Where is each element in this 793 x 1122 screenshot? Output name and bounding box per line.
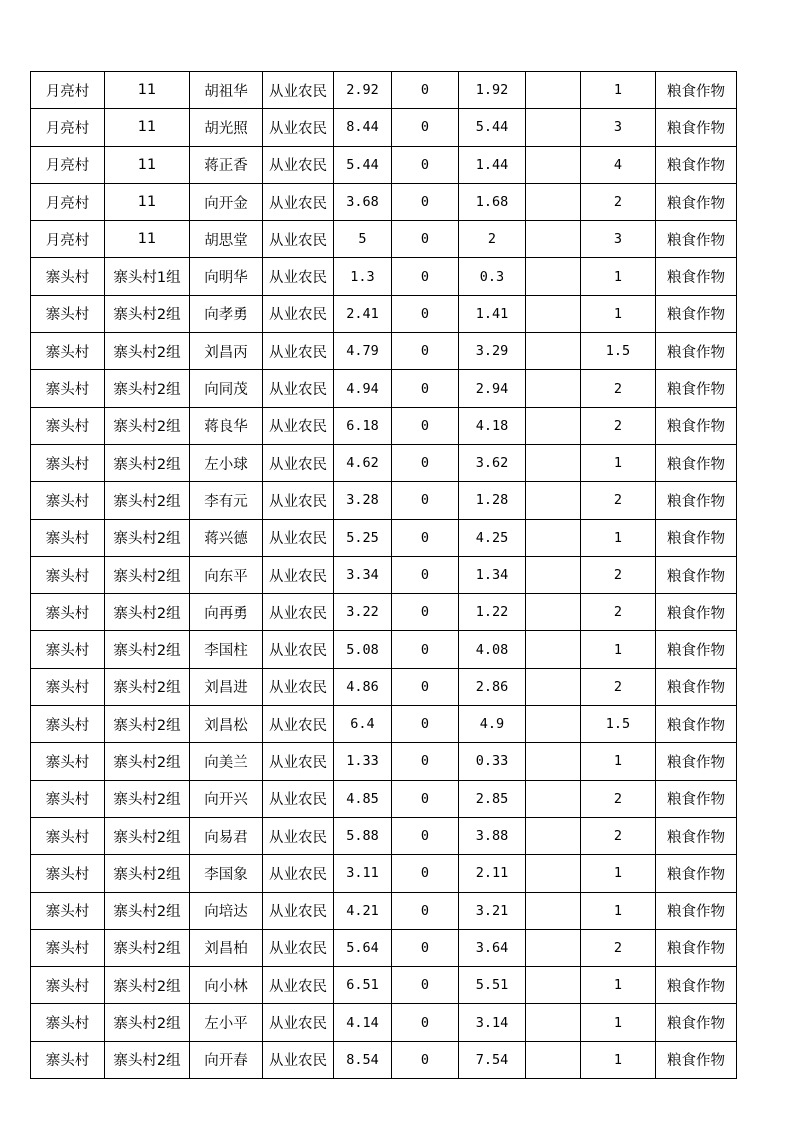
col8-cell [526,295,581,332]
village-cell: 寨头村 [31,929,105,966]
col6-cell: 0 [392,706,459,743]
name-cell: 向培达 [190,892,263,929]
group-cell: 寨头村2组 [105,407,190,444]
col7-cell: 3.14 [459,1004,526,1041]
village-cell: 寨头村 [31,706,105,743]
village-cell: 寨头村 [31,631,105,668]
col9-cell: 2 [581,668,656,705]
name-cell: 向小林 [190,967,263,1004]
col9-cell: 1 [581,743,656,780]
col7-cell: 2.94 [459,370,526,407]
name-cell: 向孝勇 [190,295,263,332]
col7-cell: 3.21 [459,892,526,929]
col8-cell [526,1041,581,1078]
occupation-cell: 从业农民 [263,743,334,780]
group-cell: 寨头村2组 [105,295,190,332]
crop-cell: 粮食作物 [656,668,737,705]
area-cell: 6.18 [334,407,392,444]
name-cell: 向开金 [190,183,263,220]
col9-cell: 1 [581,631,656,668]
col9-cell: 2 [581,407,656,444]
name-cell: 刘昌丙 [190,333,263,370]
name-cell: 刘昌柏 [190,929,263,966]
col6-cell: 0 [392,594,459,631]
crop-cell: 粮食作物 [656,258,737,295]
col6-cell: 0 [392,855,459,892]
col7-cell: 1.68 [459,183,526,220]
village-cell: 寨头村 [31,407,105,444]
occupation-cell: 从业农民 [263,109,334,146]
col7-cell: 3.62 [459,444,526,481]
village-cell: 寨头村 [31,333,105,370]
occupation-cell: 从业农民 [263,146,334,183]
col6-cell: 0 [392,1004,459,1041]
group-cell: 寨头村2组 [105,1004,190,1041]
crop-cell: 粮食作物 [656,743,737,780]
group-cell: 寨头村2组 [105,892,190,929]
occupation-cell: 从业农民 [263,817,334,854]
occupation-cell: 从业农民 [263,407,334,444]
table-row [31,631,737,668]
col8-cell [526,668,581,705]
col9-cell: 1 [581,72,656,109]
col7-cell: 2.11 [459,855,526,892]
village-cell: 寨头村 [31,370,105,407]
col6-cell: 0 [392,519,459,556]
col7-cell: 2.85 [459,780,526,817]
group-cell: 寨头村2组 [105,519,190,556]
occupation-cell: 从业农民 [263,631,334,668]
col8-cell [526,72,581,109]
col6-cell: 0 [392,295,459,332]
name-cell: 向开兴 [190,780,263,817]
occupation-cell: 从业农民 [263,892,334,929]
col8-cell [526,892,581,929]
crop-cell: 粮食作物 [656,855,737,892]
occupation-cell: 从业农民 [263,258,334,295]
col6-cell: 0 [392,668,459,705]
col8-cell [526,519,581,556]
village-cell: 寨头村 [31,482,105,519]
col9-cell: 2 [581,183,656,220]
col6-cell: 0 [392,556,459,593]
col6-cell: 0 [392,183,459,220]
area-cell: 8.54 [334,1041,392,1078]
col6-cell: 0 [392,72,459,109]
village-cell: 寨头村 [31,295,105,332]
col6-cell: 0 [392,482,459,519]
village-cell: 月亮村 [31,146,105,183]
col6-cell: 0 [392,817,459,854]
crop-cell: 粮食作物 [656,221,737,258]
area-cell: 3.11 [334,855,392,892]
occupation-cell: 从业农民 [263,295,334,332]
village-cell: 月亮村 [31,221,105,258]
area-cell: 6.51 [334,967,392,1004]
col6-cell: 0 [392,631,459,668]
col7-cell: 4.18 [459,407,526,444]
area-cell: 5.25 [334,519,392,556]
area-cell: 4.94 [334,370,392,407]
name-cell: 刘昌进 [190,668,263,705]
group-cell: 寨头村2组 [105,706,190,743]
col9-cell: 1 [581,1004,656,1041]
name-cell: 向易君 [190,817,263,854]
table-row [31,967,737,1004]
area-cell: 5.64 [334,929,392,966]
col9-cell: 2 [581,370,656,407]
col7-cell: 0.33 [459,743,526,780]
occupation-cell: 从业农民 [263,1041,334,1078]
area-cell: 4.86 [334,668,392,705]
col8-cell [526,594,581,631]
occupation-cell: 从业农民 [263,556,334,593]
village-cell: 寨头村 [31,817,105,854]
village-cell: 月亮村 [31,72,105,109]
area-cell: 5.44 [334,146,392,183]
group-cell: 寨头村2组 [105,631,190,668]
table-row [31,780,737,817]
col6-cell: 0 [392,780,459,817]
name-cell: 左小球 [190,444,263,481]
col7-cell: 5.51 [459,967,526,1004]
col9-cell: 2 [581,556,656,593]
crop-cell: 粮食作物 [656,780,737,817]
crop-cell: 粮食作物 [656,370,737,407]
table-row [31,929,737,966]
col6-cell: 0 [392,109,459,146]
col7-cell: 1.44 [459,146,526,183]
col8-cell [526,183,581,220]
table-row [31,370,737,407]
occupation-cell: 从业农民 [263,519,334,556]
col6-cell: 0 [392,444,459,481]
col6-cell: 0 [392,1041,459,1078]
village-cell: 寨头村 [31,258,105,295]
table-row [31,1041,737,1078]
village-cell: 寨头村 [31,668,105,705]
crop-cell: 粮食作物 [656,1041,737,1078]
col7-cell: 3.64 [459,929,526,966]
group-cell: 11 [105,146,190,183]
village-cell: 寨头村 [31,1004,105,1041]
col7-cell: 1.34 [459,556,526,593]
area-cell: 2.92 [334,72,392,109]
group-cell: 寨头村1组 [105,258,190,295]
col7-cell: 1.28 [459,482,526,519]
area-cell: 4.21 [334,892,392,929]
village-cell: 寨头村 [31,556,105,593]
crop-cell: 粮食作物 [656,407,737,444]
name-cell: 胡光照 [190,109,263,146]
col7-cell: 4.9 [459,706,526,743]
table-row [31,482,737,519]
col7-cell: 0.3 [459,258,526,295]
table-row [31,183,737,220]
col6-cell: 0 [392,743,459,780]
occupation-cell: 从业农民 [263,72,334,109]
group-cell: 寨头村2组 [105,594,190,631]
col7-cell: 4.08 [459,631,526,668]
village-cell: 寨头村 [31,444,105,481]
table-row [31,706,737,743]
group-cell: 11 [105,221,190,258]
village-cell: 月亮村 [31,183,105,220]
col6-cell: 0 [392,407,459,444]
col8-cell [526,780,581,817]
name-cell: 李国柱 [190,631,263,668]
col8-cell [526,407,581,444]
table-row [31,1004,737,1041]
crop-cell: 粮食作物 [656,146,737,183]
group-cell: 寨头村2组 [105,556,190,593]
col9-cell: 1 [581,1041,656,1078]
area-cell: 3.28 [334,482,392,519]
name-cell: 向明华 [190,258,263,295]
col8-cell [526,221,581,258]
crop-cell: 粮食作物 [656,594,737,631]
village-cell: 寨头村 [31,519,105,556]
col8-cell [526,482,581,519]
col8-cell [526,706,581,743]
area-cell: 5.08 [334,631,392,668]
group-cell: 寨头村2组 [105,444,190,481]
crop-cell: 粮食作物 [656,72,737,109]
col9-cell: 2 [581,482,656,519]
group-cell: 寨头村2组 [105,333,190,370]
col6-cell: 0 [392,258,459,295]
group-cell: 11 [105,183,190,220]
group-cell: 寨头村2组 [105,967,190,1004]
table-row [31,594,737,631]
occupation-cell: 从业农民 [263,967,334,1004]
name-cell: 刘昌松 [190,706,263,743]
area-cell: 3.68 [334,183,392,220]
col9-cell: 3 [581,221,656,258]
col8-cell [526,929,581,966]
name-cell: 向同茂 [190,370,263,407]
col7-cell: 1.22 [459,594,526,631]
area-cell: 4.14 [334,1004,392,1041]
group-cell: 寨头村2组 [105,370,190,407]
crop-cell: 粮食作物 [656,706,737,743]
col8-cell [526,855,581,892]
data-table [30,71,737,1079]
col8-cell [526,1004,581,1041]
occupation-cell: 从业农民 [263,706,334,743]
col9-cell: 2 [581,929,656,966]
col6-cell: 0 [392,370,459,407]
col9-cell: 2 [581,594,656,631]
area-cell: 4.62 [334,444,392,481]
group-cell: 寨头村2组 [105,668,190,705]
name-cell: 蒋正香 [190,146,263,183]
col9-cell: 1 [581,892,656,929]
table-row [31,556,737,593]
area-cell: 1.3 [334,258,392,295]
occupation-cell: 从业农民 [263,333,334,370]
col8-cell [526,817,581,854]
crop-cell: 粮食作物 [656,333,737,370]
name-cell: 胡祖华 [190,72,263,109]
crop-cell: 粮食作物 [656,967,737,1004]
col9-cell: 3 [581,109,656,146]
crop-cell: 粮食作物 [656,519,737,556]
crop-cell: 粮食作物 [656,1004,737,1041]
name-cell: 蒋良华 [190,407,263,444]
col6-cell: 0 [392,221,459,258]
name-cell: 向美兰 [190,743,263,780]
table-row [31,146,737,183]
col8-cell [526,631,581,668]
occupation-cell: 从业农民 [263,780,334,817]
col8-cell [526,333,581,370]
table-row [31,892,737,929]
table-row [31,444,737,481]
col7-cell: 5.44 [459,109,526,146]
village-cell: 寨头村 [31,780,105,817]
name-cell: 李国象 [190,855,263,892]
village-cell: 寨头村 [31,892,105,929]
village-cell: 寨头村 [31,967,105,1004]
col8-cell [526,146,581,183]
name-cell: 蒋兴德 [190,519,263,556]
col8-cell [526,967,581,1004]
table-row [31,72,737,109]
col9-cell: 1.5 [581,333,656,370]
group-cell: 寨头村2组 [105,482,190,519]
name-cell: 李有元 [190,482,263,519]
col8-cell [526,743,581,780]
col6-cell: 0 [392,892,459,929]
occupation-cell: 从业农民 [263,482,334,519]
col9-cell: 1 [581,295,656,332]
area-cell: 4.79 [334,333,392,370]
col9-cell: 4 [581,146,656,183]
col7-cell: 1.41 [459,295,526,332]
crop-cell: 粮食作物 [656,631,737,668]
area-cell: 3.34 [334,556,392,593]
group-cell: 寨头村2组 [105,780,190,817]
table-row [31,258,737,295]
table-row [31,295,737,332]
col7-cell: 4.25 [459,519,526,556]
group-cell: 寨头村2组 [105,1041,190,1078]
group-cell: 寨头村2组 [105,929,190,966]
village-cell: 寨头村 [31,855,105,892]
group-cell: 11 [105,109,190,146]
col9-cell: 2 [581,780,656,817]
area-cell: 5 [334,221,392,258]
crop-cell: 粮食作物 [656,817,737,854]
occupation-cell: 从业农民 [263,1004,334,1041]
village-cell: 寨头村 [31,1041,105,1078]
col7-cell: 3.29 [459,333,526,370]
area-cell: 8.44 [334,109,392,146]
col9-cell: 2 [581,817,656,854]
group-cell: 11 [105,72,190,109]
area-cell: 1.33 [334,743,392,780]
name-cell: 向再勇 [190,594,263,631]
occupation-cell: 从业农民 [263,929,334,966]
group-cell: 寨头村2组 [105,817,190,854]
crop-cell: 粮食作物 [656,444,737,481]
name-cell: 胡思堂 [190,221,263,258]
col7-cell: 7.54 [459,1041,526,1078]
table-row [31,221,737,258]
table-row [31,333,737,370]
col9-cell: 1 [581,967,656,1004]
col9-cell: 1.5 [581,706,656,743]
crop-cell: 粮食作物 [656,183,737,220]
village-cell: 月亮村 [31,109,105,146]
occupation-cell: 从业农民 [263,370,334,407]
col6-cell: 0 [392,146,459,183]
occupation-cell: 从业农民 [263,855,334,892]
crop-cell: 粮食作物 [656,556,737,593]
col8-cell [526,444,581,481]
area-cell: 2.41 [334,295,392,332]
col7-cell: 2 [459,221,526,258]
crop-cell: 粮食作物 [656,892,737,929]
occupation-cell: 从业农民 [263,594,334,631]
occupation-cell: 从业农民 [263,444,334,481]
table-row [31,109,737,146]
col8-cell [526,109,581,146]
table-row [31,407,737,444]
name-cell: 左小平 [190,1004,263,1041]
crop-cell: 粮食作物 [656,929,737,966]
col8-cell [526,258,581,295]
col6-cell: 0 [392,333,459,370]
col7-cell: 2.86 [459,668,526,705]
col7-cell: 3.88 [459,817,526,854]
col7-cell: 1.92 [459,72,526,109]
col9-cell: 1 [581,519,656,556]
area-cell: 4.85 [334,780,392,817]
group-cell: 寨头村2组 [105,743,190,780]
col6-cell: 0 [392,967,459,1004]
col9-cell: 1 [581,855,656,892]
area-cell: 6.4 [334,706,392,743]
name-cell: 向东平 [190,556,263,593]
village-cell: 寨头村 [31,594,105,631]
occupation-cell: 从业农民 [263,183,334,220]
occupation-cell: 从业农民 [263,221,334,258]
village-cell: 寨头村 [31,743,105,780]
col9-cell: 1 [581,444,656,481]
group-cell: 寨头村2组 [105,855,190,892]
crop-cell: 粮食作物 [656,482,737,519]
col8-cell [526,370,581,407]
area-cell: 3.22 [334,594,392,631]
table-row [31,817,737,854]
table-row [31,668,737,705]
col8-cell [526,556,581,593]
name-cell: 向开春 [190,1041,263,1078]
occupation-cell: 从业农民 [263,668,334,705]
col9-cell: 1 [581,258,656,295]
table-row [31,519,737,556]
crop-cell: 粮食作物 [656,295,737,332]
table-row [31,743,737,780]
table-row [31,855,737,892]
crop-cell: 粮食作物 [656,109,737,146]
col6-cell: 0 [392,929,459,966]
table-body [31,72,737,1079]
area-cell: 5.88 [334,817,392,854]
